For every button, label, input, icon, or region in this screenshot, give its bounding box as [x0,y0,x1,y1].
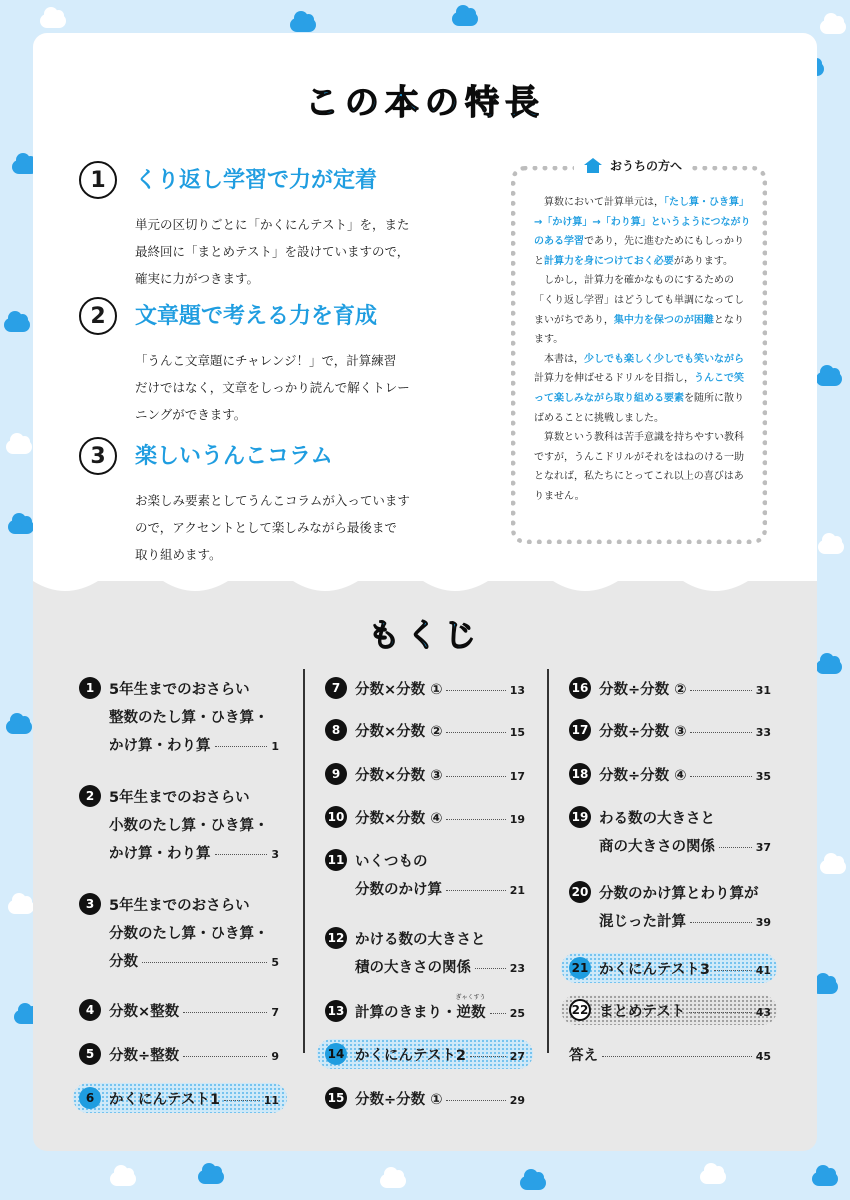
toc-entry-summary-test[interactable] [569,999,771,1023]
toc-entry-label: 分数×整数 [109,1004,180,1020]
toc-entry-label: わる数の大きさと [599,811,715,827]
feature-line: 取り組めます。 [135,547,222,562]
page-number: 13 [509,684,525,697]
toc-entry-label: 分数 [109,954,138,970]
chapter-badge: 2 [79,785,101,807]
toc-entry-label: 分数×分数 ② [355,724,443,740]
toc-entry[interactable] [79,677,279,757]
toc-entry[interactable] [325,927,525,981]
furigana: ぎゃくすう [455,994,486,1001]
chapter-badge: 21 [569,957,591,979]
feature-body [135,211,455,292]
toc-entry[interactable] [569,677,771,701]
chapter-badge: 10 [325,806,347,828]
toc-entry[interactable] [79,893,279,973]
toc-entry-label: 分数×分数 ④ [355,811,443,827]
toc-entry-label: 分数÷分数 ④ [599,768,687,784]
page-number: 11 [263,1094,279,1107]
feature-title: くり返し学習で力が定着 [135,168,378,193]
toc-entry-label: かけ算・わり算 [109,846,211,862]
toc-entry[interactable] [569,763,771,787]
toc-entry[interactable] [325,719,525,743]
chapter-badge: 16 [569,677,591,699]
feature-number: 3 [79,437,117,475]
chapter-badge: 14 [325,1043,347,1065]
toc-entry-label: 整数のたし算・ひき算・ [109,710,269,726]
page-number: 25 [509,1007,525,1020]
feature-line: だけではなく，文章をしっかり読んで解くトレー [135,380,410,395]
page-number: 17 [509,770,525,783]
page-number: 1 [271,740,279,753]
feature-body [135,487,455,568]
chapter-badge: 19 [569,806,591,828]
toc-title: もくじ [367,616,482,654]
toc-entry-label: かくにんテスト2 [355,1048,467,1064]
chapter-badge: 8 [325,719,347,741]
page-number: 15 [509,726,525,739]
column-divider [303,669,305,1053]
toc-entry-test[interactable] [569,957,771,981]
page-number: 29 [509,1094,525,1107]
toc-entry-label: 商の大きさの関係 [599,839,715,855]
page-number: 23 [509,962,525,975]
chapter-badge: 20 [569,881,591,903]
page-number: 35 [755,770,771,783]
feature-title: 文章題で考える力を育成 [135,304,378,329]
note-paragraph: 算数において計算単元は，「たし算・ひき算」→「かけ算」→「わり算」というようにつながりのある学習であり，先に進むためにもしっかりと計算力を身につけておく必要があります。 [534,197,751,267]
toc-entry[interactable] [79,999,279,1023]
parents-note [511,159,767,544]
feature-line: 最終回に「まとめテスト」を設けていますので， [135,244,410,259]
wave-divider [33,573,817,603]
toc-entry-label: 5年生までのおさらい [109,898,250,914]
note-paragraph: 算数という教科は苦手意識を持ちやすい教科ですが，うんこドリルがそれをはねのける一助となれば，私たちにとってこれ以上の喜びはありません。 [534,432,744,502]
toc-entry[interactable] [569,881,771,935]
toc-entry[interactable] [325,1087,525,1111]
chapter-badge: 6 [79,1087,101,1109]
chapter-badge: 7 [325,677,347,699]
chapter-badge: 3 [79,893,101,915]
chapter-badge: 9 [325,763,347,785]
page-number: 41 [755,964,771,977]
toc-entry-label: 計算のきまり・逆数 ぎゃくすう [355,994,486,1021]
page-number: 33 [755,726,771,739]
toc-entry-label: 小数のたし算・ひき算・ [109,818,269,834]
toc-entry[interactable] [79,1043,279,1067]
chapter-badge: 12 [325,927,347,949]
toc-entry-label: 5年生までのおさらい [109,682,250,698]
toc-entry-answers[interactable] [539,1043,771,1067]
page-number: 31 [755,684,771,697]
house-icon [584,158,602,174]
toc-entry-label: 分数÷整数 [109,1048,180,1064]
toc-entry[interactable] [325,849,525,903]
chapter-badge: 17 [569,719,591,741]
toc-entry-label: 積の大きさの関係 [355,960,471,976]
note-body [534,193,752,507]
page-number: 5 [271,956,279,969]
page-title: この本の特長 [305,83,545,123]
toc-entry-test[interactable] [79,1087,279,1111]
toc-entry-label: 分数÷分数 ① [355,1092,443,1108]
toc-entry-label: かけ算・わり算 [109,738,211,754]
toc-entry-label: いくつもの [355,854,428,870]
chapter-badge: 13 [325,1000,347,1022]
toc-entry-label: 答え [569,1048,598,1064]
toc-entry-label: 5年生までのおさらい [109,790,250,806]
page-number: 37 [755,841,771,854]
page-card [33,33,817,1151]
chapter-badge: 22 [569,999,591,1021]
feature-line: 単元の区切りごとに「かくにんテスト」を，また [135,217,410,232]
page-number: 43 [755,1006,771,1019]
toc-entry-label: 混じった計算 [599,914,686,930]
page-number: 21 [509,884,525,897]
toc-entry-label: 分数のかけ算 [355,882,442,898]
toc-entry-label: 分数÷分数 ③ [599,724,687,740]
chapter-badge: 15 [325,1087,347,1109]
toc-entry[interactable] [569,719,771,743]
toc-entry[interactable] [79,785,279,865]
toc-entry-label: 分数のたし算・ひき算・ [109,926,269,942]
chapter-badge: 1 [79,677,101,699]
column-divider [547,669,549,1053]
note-paragraph: しかし，計算力を確かなものにするための「くり返し学習」はどうしても単調になってしまいがちであり，集中力を保つのが困難となります。 [534,275,744,346]
toc-entry-label: 分数×分数 ③ [355,768,443,784]
toc-entry[interactable] [325,994,525,1024]
toc-entry-label: 分数÷分数 ② [599,682,687,698]
feature-number: 2 [79,297,117,335]
toc-entry-label: かける数の大きさと [355,932,486,948]
feature-line: お楽しみ要素としてうんこコラムが入っています [135,493,410,508]
feature-number: 1 [79,161,117,199]
feature-line: 確実に力がつきます。 [135,271,260,286]
feature-body [135,347,455,428]
toc-entry-label: 分数のかけ算とわり算が [599,886,759,902]
page-number: 9 [271,1050,279,1063]
chapter-badge: 4 [79,999,101,1021]
page-number: 7 [271,1006,279,1019]
page-number: 3 [271,848,279,861]
note-paragraph: 本書は，少しでも楽しく少しでも笑いながら計算力を伸ばせるドリルを目指し，うんこで笑って楽しみながら取り組める要素を随所に散りばめることに挑戦しました。 [534,353,744,424]
page-number: 19 [509,813,525,826]
toc-entry-test[interactable] [325,1043,525,1067]
chapter-badge: 11 [325,849,347,871]
toc-entry[interactable] [325,763,525,787]
toc-entry[interactable] [325,806,525,830]
page-number: 39 [755,916,771,929]
feature-line: 「うんこ文章題にチャレンジ！」で，計算練習 [135,353,397,368]
toc-entry-label: かくにんテスト3 [599,962,711,978]
toc-entry-label: 分数×分数 ① [355,682,443,698]
note-heading-text: おうちの方へ [610,159,683,173]
note-heading [574,157,692,174]
toc-entry[interactable] [569,806,771,860]
chapter-badge: 18 [569,763,591,785]
chapter-badge: 5 [79,1043,101,1065]
page-number: 27 [509,1050,525,1063]
feature-line: ニングができます。 [135,407,247,422]
toc-entry[interactable] [325,677,525,701]
toc-entry-label: まとめテスト [599,1004,686,1020]
toc-entry-label: かくにんテスト1 [109,1092,221,1108]
feature-line: ので，アクセントとして楽しみながら最後まで [135,520,397,535]
feature-title: 楽しいうんこコラム [135,444,333,469]
page-number: 45 [755,1050,771,1063]
